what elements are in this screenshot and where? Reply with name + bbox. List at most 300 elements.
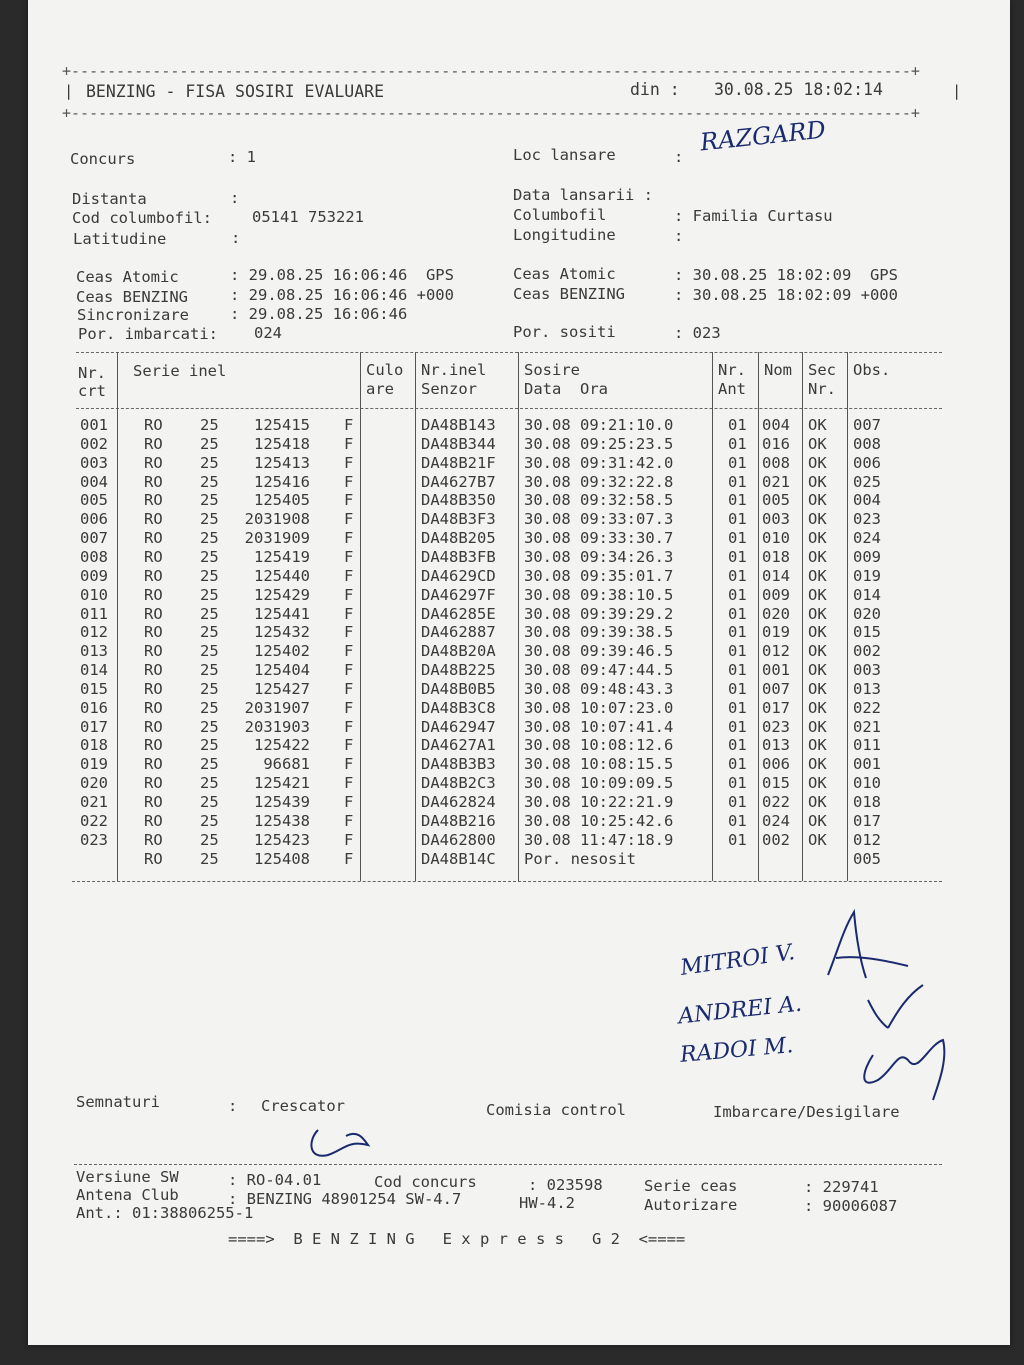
cell-nr: 022 bbox=[80, 811, 108, 830]
cell-sex: F bbox=[344, 642, 354, 661]
cell-sec: OK bbox=[808, 566, 827, 585]
cell-nr: 008 bbox=[80, 547, 108, 566]
cell-sec: OK bbox=[808, 547, 827, 566]
latitudine-label: Latitudine bbox=[73, 230, 167, 248]
cell-senzor: DA48B3FB bbox=[421, 547, 496, 566]
cell-sosire: 30.08 10:25:42.6 bbox=[524, 811, 674, 830]
cell-country: RO bbox=[144, 416, 163, 434]
cell-nr: 012 bbox=[80, 623, 108, 642]
cell-sex: F bbox=[344, 623, 354, 642]
crescator-label: Crescator bbox=[261, 1097, 345, 1115]
table-row bbox=[28, 718, 1010, 737]
cell-year: 25 bbox=[200, 529, 219, 548]
cell-ring: 125422 bbox=[254, 736, 310, 755]
cell-sec: OK bbox=[808, 811, 827, 830]
cell-sosire: 30.08 09:39:46.5 bbox=[524, 642, 674, 661]
cell-ring: 125419 bbox=[254, 547, 310, 566]
table-bottom-rule bbox=[72, 881, 942, 882]
cell-ant: 01 bbox=[728, 774, 747, 793]
cell-year: 25 bbox=[200, 830, 219, 849]
ceas-benzing-left-value: : 29.08.25 16:06:46 +000 bbox=[230, 286, 454, 304]
cell-ant: 01 bbox=[728, 811, 747, 830]
cell-country: RO bbox=[144, 491, 163, 510]
cell-nom: 008 bbox=[762, 453, 790, 472]
cell-senzor: DA462824 bbox=[421, 793, 496, 811]
hw-value: HW-4.2 bbox=[519, 1194, 575, 1212]
cod-columbofil-value: 05141 753221 bbox=[252, 208, 364, 226]
cell-sosire: 30.08 10:07:23.0 bbox=[524, 698, 674, 717]
cell-sosire: 30.08 09:33:30.7 bbox=[524, 529, 674, 548]
cell-country: RO bbox=[144, 811, 163, 830]
cell-ant: 01 bbox=[728, 472, 747, 491]
cell-ring: 125441 bbox=[254, 604, 310, 623]
brand-line: ====> B E N Z I N G E x p r e s s G 2 <==== bbox=[228, 1230, 686, 1248]
cell-nom: 019 bbox=[762, 623, 790, 642]
cell-ant: 01 bbox=[728, 679, 747, 698]
cell-country: RO bbox=[144, 642, 163, 661]
cell-nom: 002 bbox=[762, 830, 790, 849]
loc-lansare-colon: : bbox=[674, 148, 684, 166]
cell-sex: F bbox=[344, 585, 354, 604]
handwritten-name-radoi: RADOI M. bbox=[679, 1033, 795, 1068]
th-senzor-bottom: Senzor bbox=[421, 380, 477, 398]
header-left-bar: | bbox=[64, 82, 74, 100]
table-row bbox=[28, 586, 1010, 605]
ceas-benzing-right-value: : 30.08.25 18:02:09 +000 bbox=[674, 286, 898, 304]
header-bottom-border: +---------------------------------------------------------------------------------------------+ bbox=[62, 104, 920, 122]
cell-senzor: DA48B3F3 bbox=[421, 510, 496, 529]
cell-ant: 01 bbox=[728, 434, 747, 453]
cell-sosire: 30.08 09:35:01.7 bbox=[524, 566, 674, 585]
cell-sex: F bbox=[344, 755, 354, 774]
cell-year: 25 bbox=[200, 642, 219, 661]
cell-obs: 007 bbox=[853, 416, 881, 434]
receipt-paper bbox=[28, 0, 1010, 1345]
table-row bbox=[28, 435, 1010, 454]
por-imbarcati-value: 024 bbox=[254, 324, 282, 342]
cell-ring: 125440 bbox=[254, 566, 310, 585]
cell-ant: 01 bbox=[728, 755, 747, 774]
cell-year: 25 bbox=[200, 434, 219, 453]
table-row bbox=[28, 605, 1010, 624]
cell-sosire: 30.08 10:08:12.6 bbox=[524, 736, 674, 755]
cell-nr: 003 bbox=[80, 453, 108, 472]
cell-ant: 01 bbox=[728, 604, 747, 623]
cell-ant: 01 bbox=[728, 566, 747, 585]
cell-nom: 013 bbox=[762, 736, 790, 755]
cell-sosire: 30.08 09:25:23.5 bbox=[524, 434, 674, 453]
cell-year: 25 bbox=[200, 604, 219, 623]
cell-sosire: 30.08 09:34:26.3 bbox=[524, 547, 674, 566]
cell-sex: F bbox=[344, 717, 354, 736]
cell-sex: F bbox=[344, 491, 354, 510]
cell-ant: 01 bbox=[728, 547, 747, 566]
longitudine-label: Longitudine bbox=[513, 226, 616, 244]
cell-ant: 01 bbox=[728, 830, 747, 849]
cell-country: RO bbox=[144, 755, 163, 774]
cell-year: 25 bbox=[200, 774, 219, 793]
por-sositi-value: : 023 bbox=[674, 324, 721, 342]
table-row bbox=[28, 642, 1010, 661]
th-sosire-bottom: Data Ora bbox=[524, 380, 608, 398]
th-sec-bottom: Nr. bbox=[808, 380, 836, 398]
cell-obs: 015 bbox=[853, 623, 881, 642]
cell-sex: F bbox=[344, 736, 354, 755]
cell-ring: 125404 bbox=[254, 661, 310, 680]
data-lansarii-label: Data lansarii : bbox=[513, 186, 653, 204]
table-row bbox=[28, 812, 1010, 831]
ceas-atomic-right-label: Ceas Atomic bbox=[513, 265, 616, 283]
sincronizare-value: : 29.08.25 16:06:46 bbox=[230, 305, 408, 323]
cell-ant: 01 bbox=[728, 529, 747, 548]
cell-sec: OK bbox=[808, 623, 827, 642]
cell-ant: 01 bbox=[728, 623, 747, 642]
cell-nr: 002 bbox=[80, 434, 108, 453]
semnaturi-colon: : bbox=[228, 1097, 238, 1115]
cell-senzor: DA462947 bbox=[421, 717, 496, 736]
cell-sex: F bbox=[344, 604, 354, 623]
cell-nr: 015 bbox=[80, 679, 108, 698]
cell-country: RO bbox=[144, 830, 163, 849]
cell-nr: 001 bbox=[80, 416, 108, 434]
cell-obs: 022 bbox=[853, 698, 881, 717]
cell-ant: 01 bbox=[728, 736, 747, 755]
table-row bbox=[28, 699, 1010, 718]
cell-nom: 010 bbox=[762, 529, 790, 548]
autorizare-label: Autorizare bbox=[644, 1196, 738, 1214]
cell-senzor: DA48B2C3 bbox=[421, 774, 496, 793]
cell-ring: 2031909 bbox=[244, 529, 310, 548]
table-row bbox=[28, 774, 1010, 793]
cell-obs: 020 bbox=[853, 604, 881, 623]
table-row bbox=[28, 623, 1010, 642]
cell-sex: F bbox=[344, 849, 354, 868]
table-row bbox=[28, 680, 1010, 699]
cell-sec: OK bbox=[808, 793, 827, 811]
cell-sosire: 30.08 09:39:38.5 bbox=[524, 623, 674, 642]
handwritten-name-andrei: ANDREI A. bbox=[677, 991, 803, 1030]
handwritten-name-mitroi: MITROI V. bbox=[678, 940, 797, 981]
table-header-rule bbox=[76, 408, 942, 409]
cell-sosire: 30.08 09:32:22.8 bbox=[524, 472, 674, 491]
cell-nr: 014 bbox=[80, 661, 108, 680]
cell-country: RO bbox=[144, 736, 163, 755]
cell-senzor: DA48B350 bbox=[421, 491, 496, 510]
cell-sex: F bbox=[344, 529, 354, 548]
serie-ceas-value: : 229741 bbox=[804, 1178, 879, 1196]
th-sec-top: Sec bbox=[808, 361, 836, 379]
th-senzor-top: Nr.inel bbox=[421, 361, 487, 379]
distanta-label: Distanta bbox=[72, 190, 147, 208]
sincronizare-label: Sincronizare bbox=[77, 306, 189, 324]
cell-senzor: DA48B143 bbox=[421, 416, 496, 434]
columbofil-value: : Familia Curtasu bbox=[674, 207, 833, 225]
cell-sosire: 30.08 09:47:44.5 bbox=[524, 661, 674, 680]
longitudine-value: : bbox=[674, 227, 684, 245]
cell-sex: F bbox=[344, 811, 354, 830]
th-nr-bottom: crt bbox=[78, 382, 106, 400]
cell-year: 25 bbox=[200, 849, 219, 868]
cell-obs: 013 bbox=[853, 679, 881, 698]
cell-sosire: 30.08 09:33:07.3 bbox=[524, 510, 674, 529]
cell-nr: 011 bbox=[80, 604, 108, 623]
serie-ceas-label: Serie ceas bbox=[644, 1177, 738, 1195]
th-ant-top: Nr. bbox=[718, 361, 746, 379]
cell-nr: 007 bbox=[80, 529, 108, 548]
table-row bbox=[28, 416, 1010, 435]
latitudine-value: : bbox=[231, 229, 241, 247]
columbofil-label: Columbofil bbox=[513, 206, 607, 224]
footer-rule bbox=[74, 1164, 942, 1165]
cell-nom: 020 bbox=[762, 604, 790, 623]
cell-nom: 012 bbox=[762, 642, 790, 661]
cell-nr: 019 bbox=[80, 755, 108, 774]
loc-lansare-handwritten: RAZGARD bbox=[698, 115, 828, 157]
ant-line: Ant.: 01:38806255-1 bbox=[76, 1204, 254, 1222]
cell-country: RO bbox=[144, 604, 163, 623]
cell-senzor: DA48B3B3 bbox=[421, 755, 496, 774]
cell-senzor: DA462887 bbox=[421, 623, 496, 642]
cell-ring: 125439 bbox=[254, 793, 310, 811]
cell-nom: 017 bbox=[762, 698, 790, 717]
por-sositi-label: Por. sositi bbox=[513, 323, 616, 341]
cell-nr: 016 bbox=[80, 698, 108, 717]
cell-sec: OK bbox=[808, 510, 827, 529]
th-nr-top: Nr. bbox=[78, 364, 106, 382]
cell-year: 25 bbox=[200, 661, 219, 680]
table-row bbox=[28, 661, 1010, 680]
table-row bbox=[28, 850, 1010, 869]
cell-sec: OK bbox=[808, 472, 827, 491]
comisia-label: Comisia control bbox=[486, 1101, 626, 1119]
autorizare-value: : 90006087 bbox=[804, 1197, 898, 1215]
cell-obs: 006 bbox=[853, 453, 881, 472]
cell-nom: 016 bbox=[762, 434, 790, 453]
cell-year: 25 bbox=[200, 453, 219, 472]
cell-country: RO bbox=[144, 849, 163, 868]
header-din-label: din : bbox=[630, 80, 680, 99]
cell-sosire: 30.08 11:47:18.9 bbox=[524, 830, 674, 849]
cell-country: RO bbox=[144, 679, 163, 698]
cell-sex: F bbox=[344, 416, 354, 434]
cell-senzor: DA46285E bbox=[421, 604, 496, 623]
ceas-benzing-right-label: Ceas BENZING bbox=[513, 285, 625, 303]
cell-nom: 022 bbox=[762, 793, 790, 811]
imbarcare-label: Imbarcare/Desigilare bbox=[713, 1103, 900, 1121]
cell-country: RO bbox=[144, 547, 163, 566]
cell-country: RO bbox=[144, 453, 163, 472]
cell-nr: 023 bbox=[80, 830, 108, 849]
cell-obs: 012 bbox=[853, 830, 881, 849]
cell-sex: F bbox=[344, 434, 354, 453]
cell-sex: F bbox=[344, 793, 354, 811]
cell-obs: 017 bbox=[853, 811, 881, 830]
cell-ring: 125416 bbox=[254, 472, 310, 491]
cell-country: RO bbox=[144, 510, 163, 529]
cell-ant: 01 bbox=[728, 793, 747, 811]
cell-ring: 125405 bbox=[254, 491, 310, 510]
cell-country: RO bbox=[144, 434, 163, 453]
cell-country: RO bbox=[144, 774, 163, 793]
cell-sosire: 30.08 10:09:09.5 bbox=[524, 774, 674, 793]
cell-nom: 021 bbox=[762, 472, 790, 491]
cell-ant: 01 bbox=[728, 416, 747, 434]
cell-obs: 025 bbox=[853, 472, 881, 491]
cell-senzor: DA462800 bbox=[421, 830, 496, 849]
cell-sosire: 30.08 10:07:41.4 bbox=[524, 717, 674, 736]
cell-nom: 018 bbox=[762, 547, 790, 566]
cell-sec: OK bbox=[808, 529, 827, 548]
ceas-atomic-left-value: : 29.08.25 16:06:46 GPS bbox=[230, 266, 454, 284]
cell-senzor: DA48B344 bbox=[421, 434, 496, 453]
table-row bbox=[28, 510, 1010, 529]
cell-sec: OK bbox=[808, 491, 827, 510]
cell-sosire: 30.08 09:31:42.0 bbox=[524, 453, 674, 472]
cell-obs: 019 bbox=[853, 566, 881, 585]
cell-ring: 125421 bbox=[254, 774, 310, 793]
cell-sosire: Por. nesosit bbox=[524, 849, 636, 868]
header-right-bar: | bbox=[952, 82, 962, 100]
table-row bbox=[28, 736, 1010, 755]
cell-sex: F bbox=[344, 453, 354, 472]
cell-year: 25 bbox=[200, 416, 219, 434]
cell-year: 25 bbox=[200, 547, 219, 566]
cell-year: 25 bbox=[200, 585, 219, 604]
cell-obs: 008 bbox=[853, 434, 881, 453]
concurs-value: : 1 bbox=[228, 148, 256, 166]
th-nom: Nom bbox=[764, 361, 792, 379]
cell-ring: 125427 bbox=[254, 679, 310, 698]
table-row bbox=[28, 755, 1010, 774]
cell-sex: F bbox=[344, 510, 354, 529]
ceas-benzing-left-label: Ceas BENZING bbox=[76, 288, 188, 306]
cell-senzor: DA48B20A bbox=[421, 642, 496, 661]
cell-ant: 01 bbox=[728, 491, 747, 510]
cell-nom: 023 bbox=[762, 717, 790, 736]
cell-sec: OK bbox=[808, 774, 827, 793]
cell-ring: 125415 bbox=[254, 416, 310, 434]
versiune-value: : RO-04.01 bbox=[228, 1171, 322, 1189]
cell-senzor: DA48B0B5 bbox=[421, 679, 496, 698]
cell-obs: 002 bbox=[853, 642, 881, 661]
cell-ring: 2031907 bbox=[244, 698, 310, 717]
cod-columbofil-label: Cod columbofil: bbox=[72, 209, 212, 227]
cell-year: 25 bbox=[200, 755, 219, 774]
cell-nom: 001 bbox=[762, 661, 790, 680]
cell-country: RO bbox=[144, 623, 163, 642]
cell-country: RO bbox=[144, 793, 163, 811]
cell-obs: 005 bbox=[853, 849, 881, 868]
cell-sex: F bbox=[344, 679, 354, 698]
cell-obs: 004 bbox=[853, 491, 881, 510]
cell-sosire: 30.08 09:38:10.5 bbox=[524, 585, 674, 604]
cell-ring: 125432 bbox=[254, 623, 310, 642]
th-ant-bottom: Ant bbox=[718, 380, 746, 398]
table-row bbox=[28, 793, 1010, 812]
cell-senzor: DA46297F bbox=[421, 585, 496, 604]
ceas-atomic-left-label: Ceas Atomic bbox=[76, 268, 179, 286]
cell-ring: 125418 bbox=[254, 434, 310, 453]
cell-ring: 2031908 bbox=[244, 510, 310, 529]
cell-year: 25 bbox=[200, 491, 219, 510]
cell-year: 25 bbox=[200, 566, 219, 585]
cell-obs: 001 bbox=[853, 755, 881, 774]
cell-year: 25 bbox=[200, 793, 219, 811]
cell-year: 25 bbox=[200, 698, 219, 717]
cell-senzor: DA4627B7 bbox=[421, 472, 496, 491]
cell-ant: 01 bbox=[728, 717, 747, 736]
cell-ring: 125402 bbox=[254, 642, 310, 661]
cell-sex: F bbox=[344, 774, 354, 793]
cell-ant: 01 bbox=[728, 510, 747, 529]
cell-sex: F bbox=[344, 566, 354, 585]
loc-lansare-label: Loc lansare bbox=[513, 146, 616, 164]
cell-ring: 2031903 bbox=[244, 717, 310, 736]
cell-year: 25 bbox=[200, 510, 219, 529]
cell-sosire: 30.08 09:48:43.3 bbox=[524, 679, 674, 698]
th-serie: Serie inel bbox=[133, 362, 227, 380]
cell-sex: F bbox=[344, 661, 354, 680]
cell-senzor: DA48B14C bbox=[421, 849, 496, 868]
cell-senzor: DA48B3C8 bbox=[421, 698, 496, 717]
cell-obs: 009 bbox=[853, 547, 881, 566]
antena-value: : BENZING 48901254 SW-4.7 bbox=[228, 1190, 462, 1208]
ceas-atomic-right-value: : 30.08.25 18:02:09 GPS bbox=[674, 266, 898, 284]
cell-obs: 011 bbox=[853, 736, 881, 755]
cell-senzor: DA48B205 bbox=[421, 529, 496, 548]
table-top-rule bbox=[76, 352, 942, 353]
cell-year: 25 bbox=[200, 472, 219, 491]
cell-nr: 006 bbox=[80, 510, 108, 529]
semnaturi-label: Semnaturi bbox=[76, 1093, 160, 1111]
cell-country: RO bbox=[144, 566, 163, 585]
cell-sosire: 30.08 09:21:10.0 bbox=[524, 416, 674, 434]
cell-sec: OK bbox=[808, 453, 827, 472]
cell-year: 25 bbox=[200, 736, 219, 755]
cell-senzor: DA48B21F bbox=[421, 453, 496, 472]
cell-country: RO bbox=[144, 717, 163, 736]
cell-senzor: DA4627A1 bbox=[421, 736, 496, 755]
table-row bbox=[28, 529, 1010, 548]
cell-sex: F bbox=[344, 830, 354, 849]
cell-year: 25 bbox=[200, 717, 219, 736]
th-sosire-top: Sosire bbox=[524, 361, 580, 379]
versiune-label: Versiune SW bbox=[76, 1168, 179, 1186]
cell-sex: F bbox=[344, 547, 354, 566]
cell-nom: 007 bbox=[762, 679, 790, 698]
th-culo-bottom: are bbox=[366, 380, 394, 398]
cell-sec: OK bbox=[808, 416, 827, 434]
cell-country: RO bbox=[144, 661, 163, 680]
cell-ant: 01 bbox=[728, 661, 747, 680]
cell-sec: OK bbox=[808, 755, 827, 774]
cell-nr: 017 bbox=[80, 717, 108, 736]
cell-ring: 125438 bbox=[254, 811, 310, 830]
cell-ant: 01 bbox=[728, 642, 747, 661]
cod-concurs-value: : 023598 bbox=[528, 1176, 603, 1194]
cell-ant: 01 bbox=[728, 585, 747, 604]
th-culo-top: Culo bbox=[366, 361, 404, 379]
cell-sec: OK bbox=[808, 642, 827, 661]
cell-sec: OK bbox=[808, 679, 827, 698]
cell-nr: 020 bbox=[80, 774, 108, 793]
cod-concurs-label: Cod concurs bbox=[374, 1173, 477, 1191]
header-title: BENZING - FISA SOSIRI EVALUARE bbox=[86, 82, 385, 101]
cell-country: RO bbox=[144, 472, 163, 491]
cell-sec: OK bbox=[808, 830, 827, 849]
cell-sex: F bbox=[344, 698, 354, 717]
cell-obs: 024 bbox=[853, 529, 881, 548]
